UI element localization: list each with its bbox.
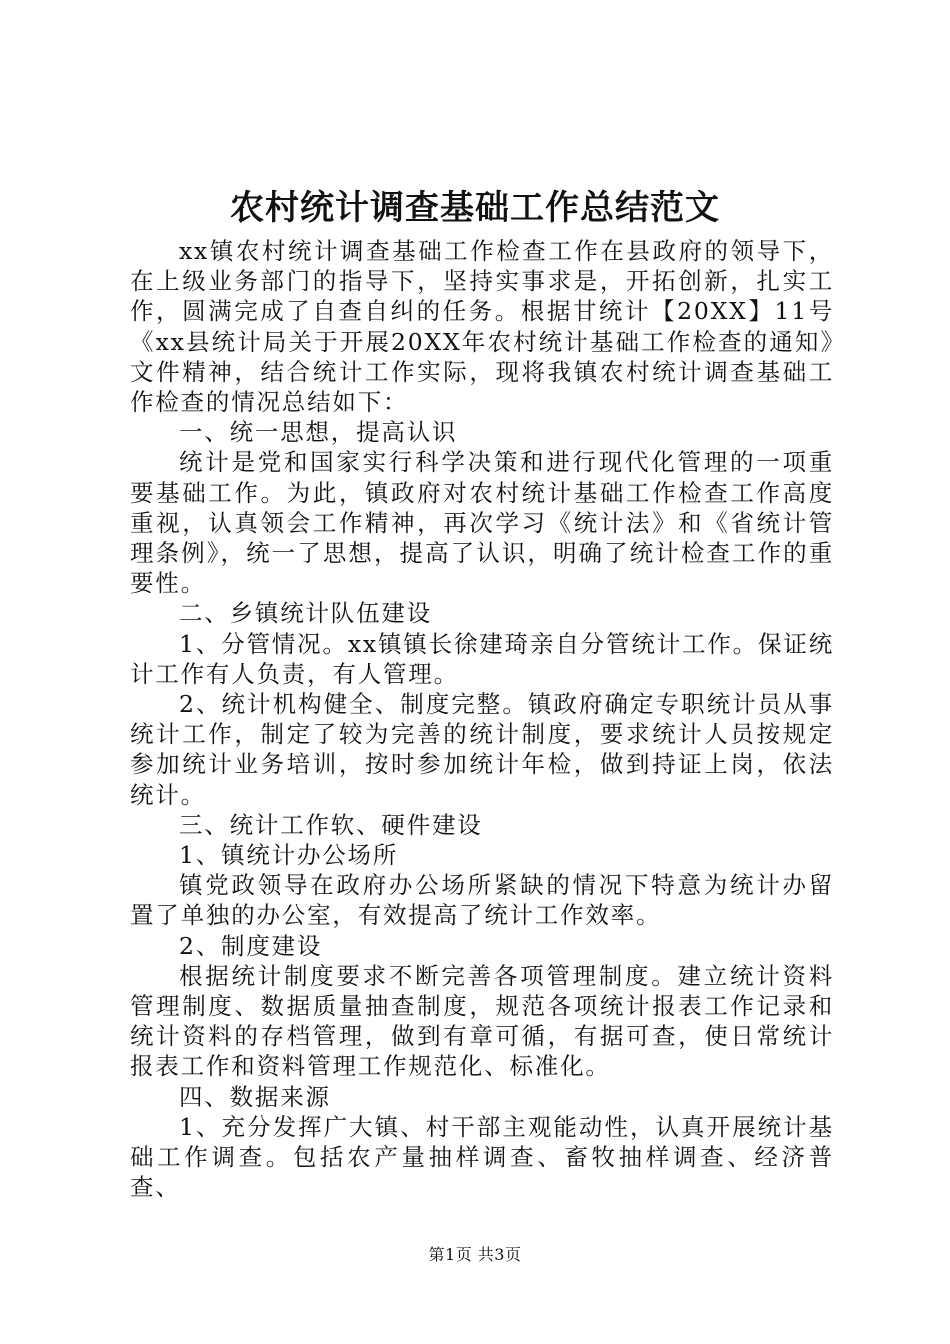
subheading-section-3-item-1: 1、镇统计办公场所 — [179, 841, 399, 870]
paragraph-section-3-item-2: 根据统计制度要求不断完善各项管理制度。建立统计资料管理制度、数据质量抽查制度，规范各项统计报表工作记录和统计资料的存档管理，做到有章可循，有据可查，使日常统计报表工作和资料管理工作规范化、标准化。 — [130, 961, 834, 1081]
paragraph-section-4-item-1: 1、充分发挥广大镇、村干部主观能动性，认真开展统计基础工作调查。包括农产量抽样调查、畜牧抽样调查、经济普查、 — [130, 1112, 834, 1202]
paragraph-section-1: 统计是党和国家实行科学决策和进行现代化管理的一项重要基础工作。为此，镇政府对农村统计基础工作检查工作高度重视，认真领会工作精神，再次学习《统计法》和《省统计管理条例》，统一了思想，提高了认识，明确了统计检查工作的重要性。 — [130, 448, 834, 598]
subheading-section-3-item-2: 2、制度建设 — [179, 931, 323, 960]
document-title: 农村统计调查基础工作总结范文 — [230, 188, 720, 228]
document-body — [130, 236, 834, 1203]
heading-section-4: 四、数据来源 — [179, 1082, 331, 1111]
heading-section-3: 三、统计工作软、硬件建设 — [179, 810, 483, 839]
paragraph-section-2-item-1: 1、分管情况。xx镇镇长徐建琦亲自分管统计工作。保证统计工作有人负责，有人管理。 — [130, 629, 834, 688]
paragraph-section-3-item-1: 镇党政领导在政府办公场所紧缺的情况下特意为统计办留置了单独的办公室，有效提高了统计工作效率。 — [130, 871, 834, 930]
heading-section-2: 二、乡镇统计队伍建设 — [179, 599, 432, 628]
paragraph-section-2-item-2: 2、统计机构健全、制度完整。镇政府确定专职统计员从事统计工作，制定了较为完善的统计制度，要求统计人员按规定参加统计业务培训，按时参加统计年检，做到持证上岗，依法统计。 — [130, 690, 834, 809]
heading-section-1: 一、统一思想，提高认识 — [179, 418, 458, 447]
paragraph-intro: xx镇农村统计调查基础工作检查工作在县政府的领导下，在上级业务部门的指导下，坚持实事求是，开拓创新，扎实工作，圆满完成了自查自纠的任务。根据甘统计【20XX】11号《xx县统计局关于开展20XX年农村统计基础工作检查的通知》文件精神，结合统计工作实际，现将我镇农村统计调查基础工作检查的情况总结如下： — [130, 237, 834, 417]
page-footer: 第1页 共3页 — [428, 1245, 522, 1264]
